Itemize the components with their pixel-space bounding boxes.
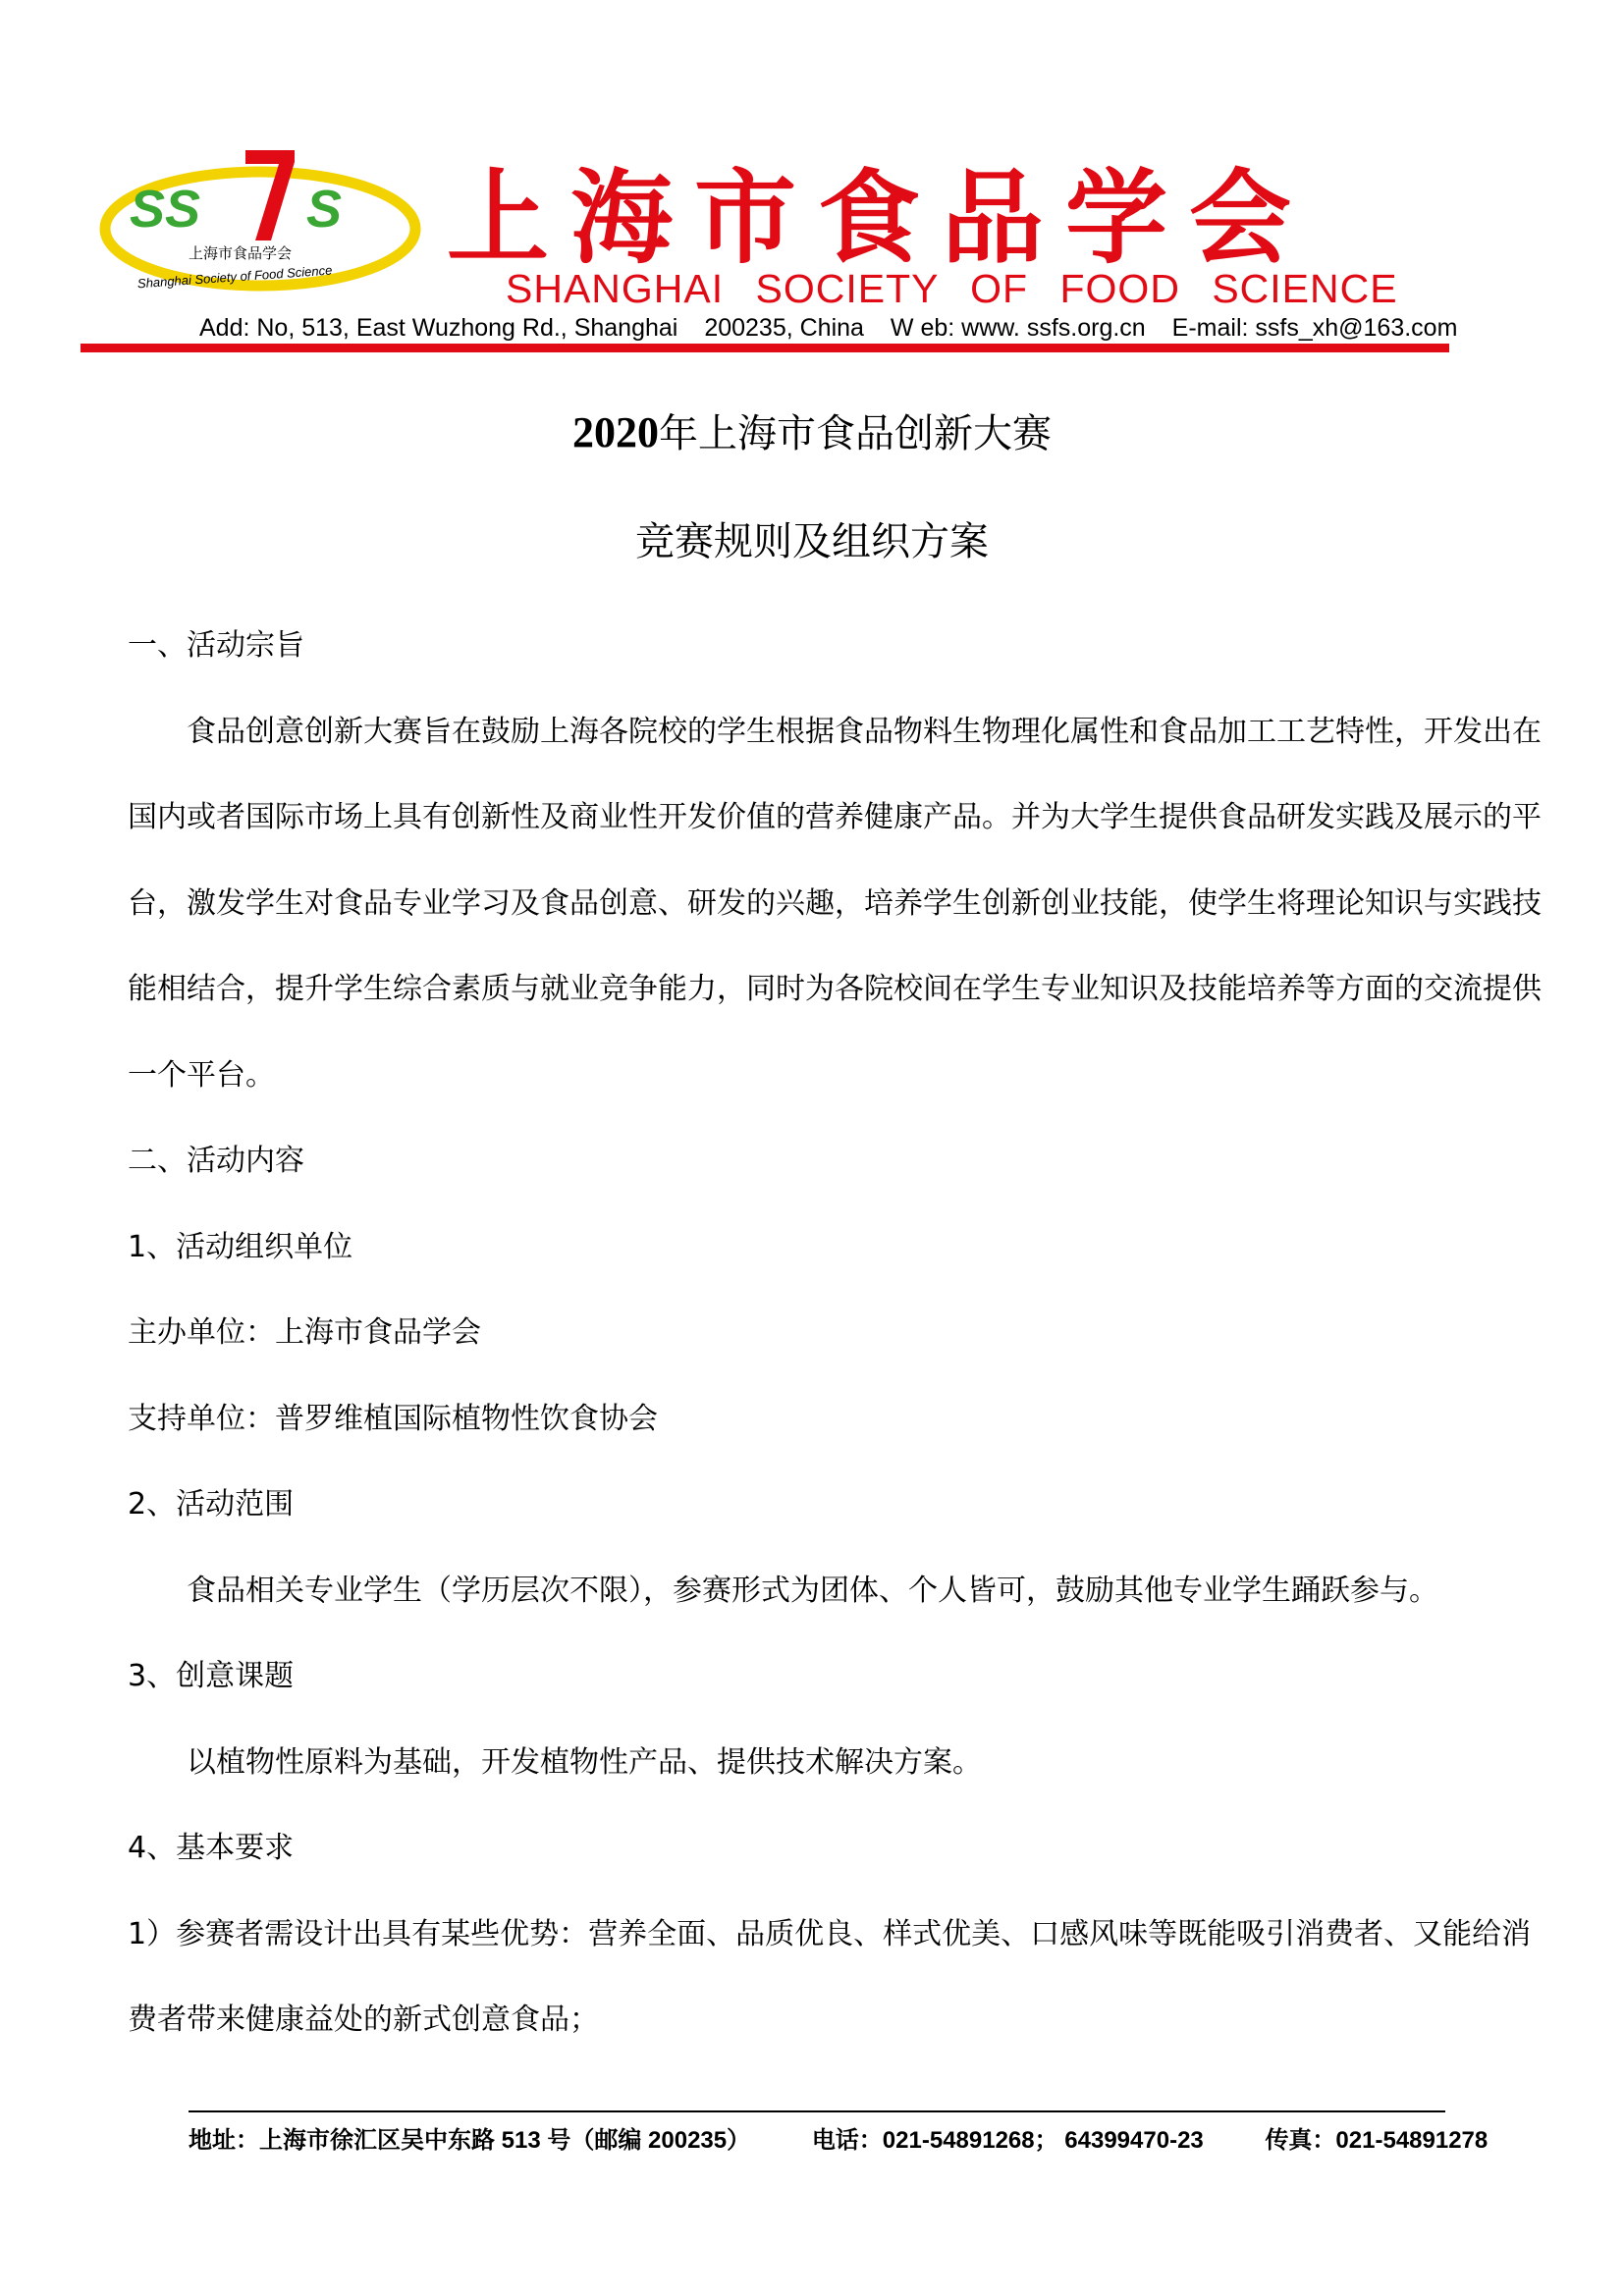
page-footer	[189, 2120, 1543, 2155]
subsection-heading-organizers: 1、活动组织单位	[128, 1229, 353, 1264]
org-name-cn: 上海市食品学会	[447, 157, 1314, 278]
letterhead-address: Add: No, 513, East Wuzhong Rd., Shanghai	[199, 314, 678, 342]
paragraph-line: 一个平台。	[128, 1057, 275, 1093]
title-line1-text: 年上海市食品创新大赛	[659, 411, 1052, 456]
requirement-item: 1）参赛者需设计出具有某些优势：营养全面、品质优良、样式优美、口感风味等既能吸引消费者、又能给消	[128, 1916, 1532, 1951]
paragraph-line: 台，激发学生对食品专业学习及食品创意、研发的兴趣，培养学生创新创业技能，使学生将理论知识与实践技	[128, 885, 1542, 921]
subsection-heading-topic: 3、创意课题	[128, 1659, 295, 1693]
logo-en-text: Shanghai Society of Food Science	[136, 262, 333, 292]
subsection-heading-requirements: 4、基本要求	[128, 1831, 295, 1865]
document-body	[128, 616, 1542, 2077]
logo-cn-text: 上海市食品学会	[189, 244, 293, 262]
footer-phone: 电话：021-54891268； 64399470-23	[811, 2127, 1204, 2154]
footer-divider	[189, 2110, 1445, 2112]
letterhead-contact	[199, 314, 1477, 343]
header-divider	[81, 344, 1449, 352]
logo-letters-right: S	[306, 180, 343, 239]
requirement-item-continued: 费者带来健康益处的新式创意食品；	[128, 2002, 599, 2037]
org-name-en: SHANGHAI SOCIETY OF FOOD SCIENCE	[506, 266, 1398, 311]
paragraph-line: 食品创意创新大赛旨在鼓励上海各院校的学生根据食品物料生物理化属性和食品加工工艺特性，开发出在	[187, 714, 1542, 749]
letterhead-email: E-mail: ssfs_xh@163.com	[1171, 314, 1458, 342]
supporting-organization: 支持单位：普罗维植国际植物性饮食协会	[128, 1401, 658, 1436]
section-heading-purpose: 一、活动宗旨	[128, 628, 304, 663]
paragraph-line: 以植物性原料为基础，开发植物性产品、提供技术解决方案。	[187, 1744, 982, 1780]
host-organization: 主办单位：上海市食品学会	[128, 1315, 481, 1350]
footer-fax: 传真：021-54891278	[1265, 2127, 1489, 2154]
footer-address: 地址：上海市徐汇区吴中东路 513 号（邮编 200235）	[189, 2127, 751, 2154]
subsection-heading-scope: 2、活动范围	[128, 1487, 295, 1522]
paragraph-line: 能相结合，提升学生综合素质与就业竞争能力，同时为各院校间在学生专业知识及技能培养等方面的交流提供	[128, 972, 1542, 1006]
logo-seven-mark	[245, 150, 295, 240]
logo-letters-left: SS	[130, 180, 201, 239]
letterhead-postcode: 200235, China	[704, 314, 864, 342]
letterhead-web: W eb: www. ssfs.org.cn	[890, 314, 1146, 342]
ssfs-logo-graphic	[98, 133, 427, 309]
society-logo	[98, 133, 427, 309]
paragraph-line: 国内或者国际市场上具有创新性及商业性开发价值的营养健康产品。并为大学生提供食品研发实践及展示的平	[128, 800, 1542, 834]
document-title	[0, 402, 1624, 458]
title-year: 2020	[572, 408, 659, 456]
section-heading-content: 二、活动内容	[128, 1144, 304, 1178]
paragraph-line: 食品相关专业学生（学历层次不限），参赛形式为团体、个人皆可，鼓励其他专业学生踊跃参与。	[187, 1573, 1438, 1608]
document-subtitle: 竞赛规则及组织方案	[635, 519, 989, 564]
